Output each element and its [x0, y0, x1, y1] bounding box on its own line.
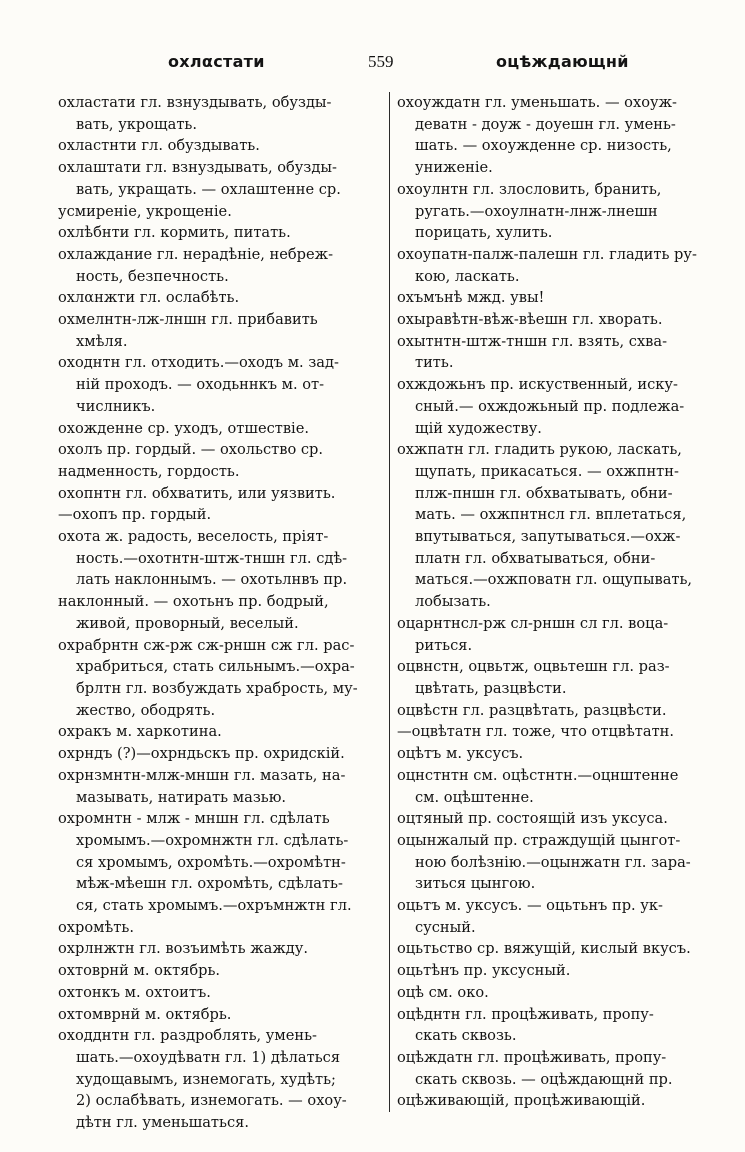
- dictionary-line: зиться цынгою.: [415, 875, 536, 893]
- dictionary-line: шать. — охоужденне ср. низость,: [415, 137, 672, 155]
- dictionary-line: оцѣднтн гл. процѣживать, пропу-: [397, 1005, 654, 1023]
- dictionary-line: храбриться, стать сильнымъ.—охра-: [76, 658, 355, 676]
- dictionary-line: ругать.—охоулнатн-лнж-лнешн: [415, 202, 658, 220]
- dictionary-line: оцтяный пр. состоящій изъ укcуса.: [397, 810, 668, 828]
- dictionary-line: оцынжалый пр. страждущій цынгот-: [397, 831, 681, 849]
- dictionary-line: щій художеству.: [415, 419, 542, 437]
- dictionary-line: охолъ пр. гордый. — охольство ср.: [58, 441, 324, 459]
- dictionary-line: маться.—охжповатн гл. ощупывать,: [415, 571, 693, 589]
- dictionary-line: охыравѣтн-вѣж-вѣешн гл. хворать.: [397, 311, 663, 329]
- dictionary-line: охота ж. радость, веселость, пріят-: [58, 528, 329, 546]
- dictionary-line: охластнти гл. обуздывать.: [58, 137, 260, 155]
- right-column: [397, 92, 719, 1112]
- dictionary-line: оцѣждатн гл. процѣживать, пропу-: [397, 1048, 667, 1066]
- dictionary-line: брлтн гл. возбуждать храбрость, му-: [76, 679, 358, 697]
- dictionary-line: охластати гл. взнуздывать, обузды-: [58, 94, 332, 111]
- dictionary-line: наклонный. — охотьнъ пр. бодрый,: [58, 593, 329, 611]
- dictionary-line: оцѣ см. око.: [397, 983, 489, 1001]
- dictionary-line: оцѣтъ м. уксусъ.: [397, 745, 524, 763]
- dictionary-line: охлаждание гл. нерадѣніе, небреж-: [58, 245, 334, 263]
- dictionary-line: ность, безпечность.: [76, 267, 229, 285]
- dictionary-line: числникъ.: [76, 397, 156, 415]
- dictionary-line: живой, проворный, веселый.: [76, 614, 299, 632]
- dictionary-line: деватн - доуж - доуешн гл. умень-: [415, 115, 676, 133]
- dictionary-line: ною болѣзнію.—оцынжатн гл. зара-: [415, 853, 691, 871]
- dictionary-line: лобызать.: [415, 593, 491, 611]
- dictionary-line: оцьтъ м. уксусъ. — оцьтьнъ пр. ук-: [397, 897, 663, 915]
- dictionary-line: лать наклоннымъ. — охотьлнвъ пр.: [76, 571, 348, 589]
- page-number: 559: [368, 52, 394, 71]
- dictionary-line: скать сквозь. — оцѣждающнй пр.: [415, 1070, 673, 1088]
- dictionary-line: жество, ободрять.: [76, 701, 216, 719]
- dictionary-line: 2) ослабѣвать, изнемогать. — охоу-: [76, 1092, 347, 1110]
- dictionary-line: усмиреніе, укрощеніе.: [58, 202, 232, 220]
- dictionary-line: плж-пншн гл. обхватывать, обни-: [415, 484, 673, 502]
- dictionary-line: худощавымъ, изнемогать, худѣть;: [76, 1070, 336, 1088]
- header-right-headword: оцѣждающнй: [496, 52, 629, 71]
- dictionary-line: риться.: [415, 636, 473, 654]
- dictionary-line: оцнстнтн см. оцѣстнтн.—оцнштенне: [397, 766, 679, 784]
- dictionary-line: охрнзмнтн-млж-мншн гл. мазать, на-: [58, 766, 346, 784]
- dictionary-line: ся хромымъ, охромѣть.—охромѣтн-: [76, 853, 346, 871]
- dictionary-line: надменность, гордость.: [58, 462, 240, 480]
- dictionary-line: мазывать, натирать мазью.: [76, 788, 287, 806]
- dictionary-line: охждожьнъ пр. искуственный, иску-: [397, 376, 678, 394]
- dictionary-line: шать.—охоудѣватн гл. 1) дѣлаться: [76, 1048, 341, 1066]
- dictionary-line: охрабрнтн сж-рж сж-рншн сж гл. рас-: [58, 636, 355, 654]
- dictionary-line: оцьтьство ср. вяжущій, кислый вкусъ.: [397, 940, 691, 958]
- dictionary-line: щупать, прикасаться. — охжпнтн-: [415, 462, 679, 480]
- dictionary-line: охоулнтн гл. злословить, бранить,: [397, 180, 662, 198]
- dictionary-line: сный.— охждожьный пр. подлежа-: [415, 397, 685, 415]
- dictionary-line: оцвнстн, оцвьтж, оцвьтешн гл. раз-: [397, 658, 670, 676]
- dictionary-line: ность.—охотнтн-штж-тншн гл. сдѣ-: [76, 549, 348, 567]
- dictionary-line: оходднтн гл. раздроблять, умень-: [58, 1027, 317, 1045]
- dictionary-line: охжпатн гл. гладить рукою, ласкать,: [397, 441, 682, 459]
- dictionary-line: охоупатн-палж-палешн гл. гладить ру-: [397, 245, 697, 263]
- dictionary-line: —охопъ пр. гордый.: [58, 506, 212, 524]
- left-column: [58, 92, 374, 1134]
- dictionary-line: ся, стать хромымъ.—охръмнжтн гл.: [76, 897, 352, 915]
- dictionary-line: охъмънѣ мжд. увы!: [397, 289, 545, 307]
- dictionary-line: охракъ м. харкотина.: [58, 723, 222, 741]
- dictionary-line: тить.: [415, 354, 454, 372]
- dictionary-line: оцвѣстн гл. разцвѣтать, разцвѣсти.: [397, 701, 667, 719]
- dictionary-line: охоуждатн гл. уменьшать. — охоуж-: [397, 94, 677, 111]
- dictionary-line: скать сквозь.: [415, 1027, 517, 1045]
- dictionary-line: впутываться, запутываться.—охж-: [415, 528, 681, 546]
- dictionary-line: охромнтн - млж - мншн гл. сдѣлать: [58, 810, 330, 828]
- dictionary-line: охлαнжти гл. ослабѣть.: [58, 289, 240, 307]
- dictionary-line: мѣж-мѣешн гл. охромѣть, сдѣлать-: [76, 875, 343, 893]
- dictionary-line: охтомврнй м. октябрь.: [58, 1005, 232, 1023]
- dictionary-line: охтоврнй м. октябрь.: [58, 962, 221, 980]
- dictionary-line: платн гл. обхватываться, обни-: [415, 549, 656, 567]
- dictionary-line: охрлнжтн гл. возъимѣть жажду.: [58, 940, 308, 958]
- dictionary-line: охопнтн гл. обхватить, или уязвить.: [58, 484, 336, 502]
- page-header: [0, 52, 745, 78]
- dictionary-line: оходнтн гл. отходить.—оходъ м. зад-: [58, 354, 339, 372]
- dictionary-line: ній проходъ. — оходьннкъ м. от-: [76, 376, 325, 394]
- dictionary-line: охрндъ (?)—охрндьскъ пр. охридскій.: [58, 745, 345, 763]
- dictionary-line: вать, укрощать.: [76, 115, 197, 133]
- column-divider: [389, 92, 390, 1112]
- dictionary-line: кою, ласкать.: [415, 267, 520, 285]
- dictionary-line: хромымъ.—охромнжтн гл. сдѣлать-: [76, 831, 349, 849]
- dictionary-line: сусный.: [415, 918, 476, 936]
- dictionary-line: охытнтн-штж-тншн гл. взять, схва-: [397, 332, 668, 350]
- dictionary-line: охлаштати гл. взнуздывать, обузды-: [58, 159, 337, 177]
- dictionary-line: вать, укращать. — охлаштенне ср.: [76, 180, 341, 198]
- dictionary-line: —оцвѣтатн гл. тоже, что отцвѣтатн.: [397, 723, 675, 741]
- dictionary-line: см. оцѣштенне.: [415, 788, 534, 806]
- dictionary-line: цвѣтать, разцвѣсти.: [415, 679, 567, 697]
- dictionary-line: дѣтн гл. уменьшаться.: [76, 1114, 249, 1132]
- dictionary-line: охлѣбнти гл. кормить, питать.: [58, 224, 291, 242]
- dictionary-line: оцѣживающій, процѣживающій.: [397, 1092, 646, 1110]
- dictionary-line: оцарнтнсл-рж сл-рншн сл гл. воца-: [397, 614, 669, 632]
- dictionary-line: охромѣть.: [58, 918, 134, 936]
- dictionary-line: униженіе.: [415, 159, 493, 177]
- dictionary-line: охтонкъ м. охтоитъ.: [58, 983, 211, 1001]
- dictionary-line: охожденне ср. уходъ, отшествіе.: [58, 419, 309, 437]
- header-left-headword: охлαстати: [168, 52, 265, 71]
- dictionary-line: оцьтѣнъ пр. уксусный.: [397, 962, 571, 980]
- dictionary-line: мать. — охжпнтнсл гл. вплетаться,: [415, 506, 687, 524]
- dictionary-line: охмелнтн-лж-лншн гл. прибавить: [58, 311, 318, 329]
- dictionary-line: порицать, хулить.: [415, 224, 553, 242]
- dictionary-line: хмѣля.: [76, 332, 128, 350]
